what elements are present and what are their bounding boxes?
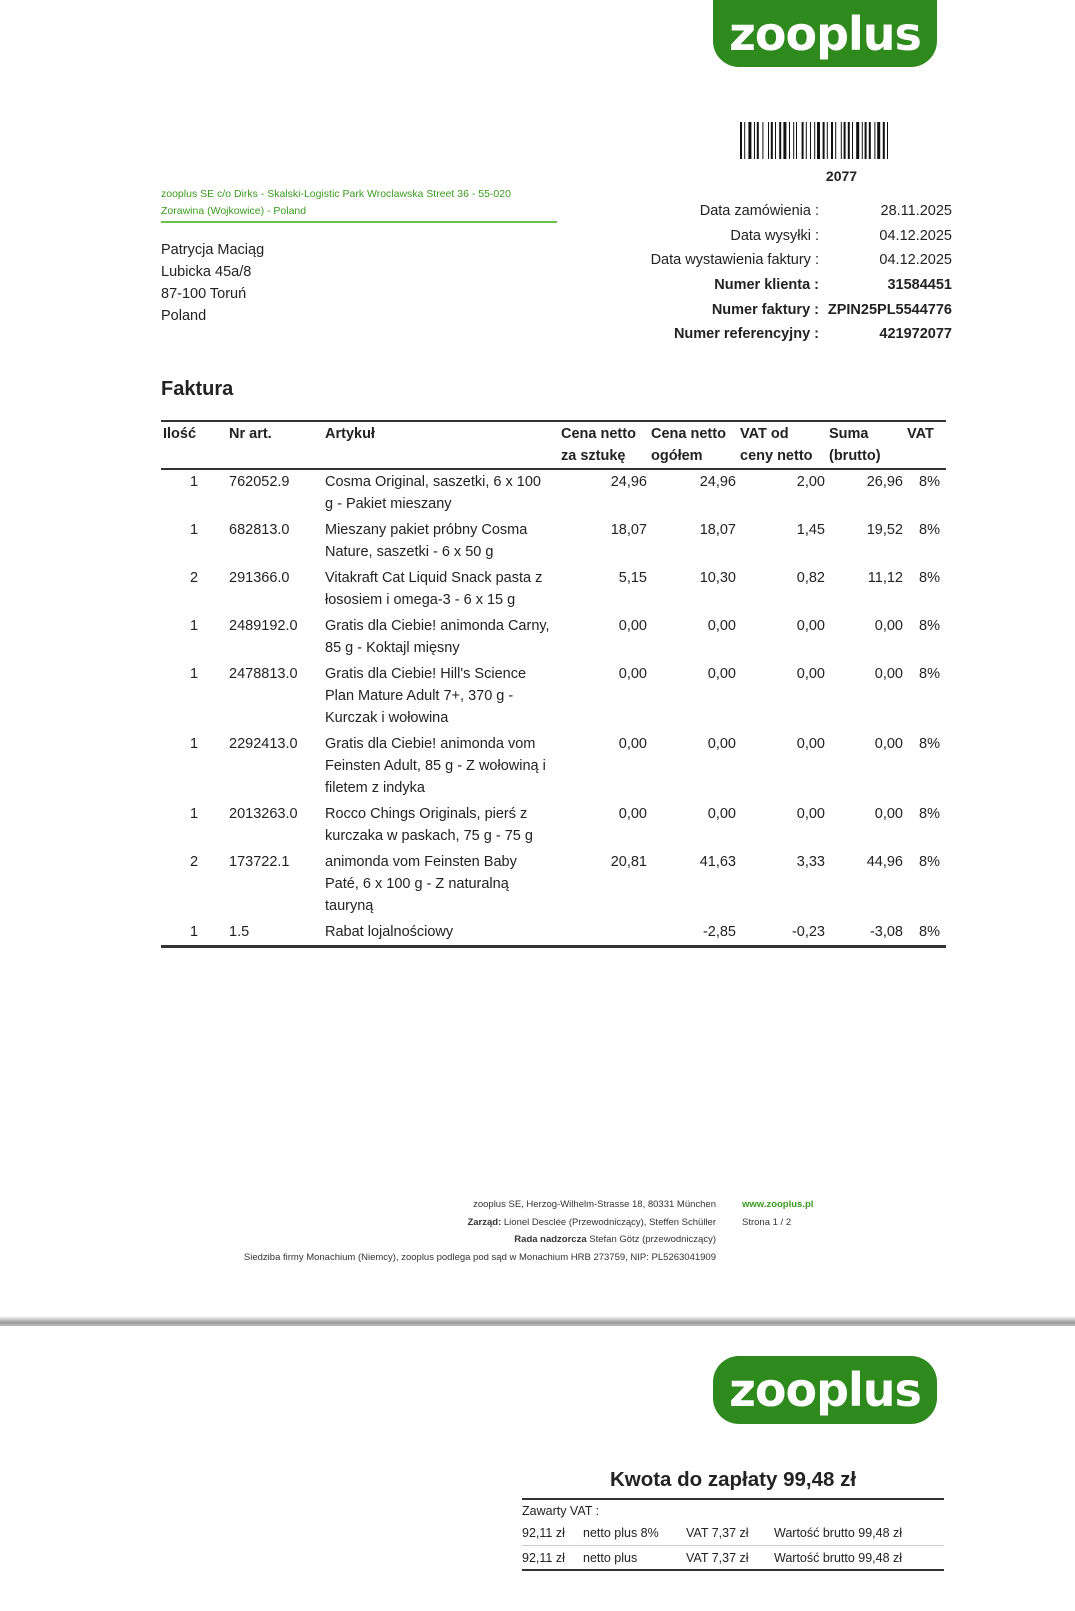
table-header-row — [161, 421, 946, 469]
header-article: Artykuł — [323, 421, 559, 469]
footer-board-label: Zarząd: — [467, 1216, 502, 1228]
cell-article-name: Gratis dla Ciebie! animonda Carny, 85 g - Koktajl mięsny — [325, 618, 550, 656]
table-row — [161, 614, 946, 662]
footer-page-number: Strona 1 / 2 — [742, 1216, 792, 1228]
cell-unit-net: 0,00 — [618, 618, 647, 634]
cell-article-number: 2292413.0 — [229, 736, 298, 752]
header-vat-amount: VAT od ceny netto — [738, 421, 827, 469]
footer-address: zooplus SE, Herzog-Wilhelm-Strasse 18, 80331 München — [473, 1199, 716, 1210]
barcode-bar — [852, 122, 853, 159]
cell-vat-rate: 8% — [919, 666, 940, 682]
table-row — [161, 802, 946, 850]
table-row — [161, 732, 946, 802]
vat-summary — [522, 1498, 944, 1571]
zooplus-logo: zooplus — [713, 0, 937, 67]
cell-vat-amount: 0,00 — [796, 736, 825, 752]
cell-vat-rate: 8% — [919, 570, 940, 586]
cell-vat-rate: 8% — [919, 806, 940, 822]
header-article-number: Nr art. — [227, 421, 323, 469]
barcode-bar — [841, 122, 842, 159]
vat-line-vat: VAT 7,37 zł — [686, 1526, 749, 1540]
recipient-city: 87-100 Toruń — [161, 286, 247, 302]
cell-article-name: Cosma Original, saszetki, 6 x 100 g - Pakiet mieszany — [325, 474, 541, 512]
cell-vat-amount: 1,45 — [796, 522, 825, 538]
cell-gross: 26,96 — [866, 474, 903, 490]
cell-vat-amount: 0,00 — [796, 666, 825, 682]
cell-article-name: Gratis dla Ciebie! animonda vom Feinsten Adult, 85 g - Z wołowiną i filetem z indyka — [325, 736, 546, 796]
cell-total-net: 18,07 — [699, 522, 736, 538]
cell-article-name: Rabat lojalnościowy — [323, 920, 559, 947]
barcode-bar — [856, 122, 859, 159]
barcode-bar — [757, 122, 759, 159]
recipient-country: Poland — [161, 308, 207, 324]
meta-label: Numer faktury : — [711, 301, 819, 318]
barcode-bar — [768, 122, 769, 159]
cell-qty: 1 — [161, 920, 227, 947]
barcode-bar — [810, 122, 811, 159]
cell-unit-net: 18,07 — [610, 522, 647, 538]
barcode-bar — [823, 122, 825, 159]
cell-gross: 0,00 — [874, 666, 903, 682]
meta-row — [600, 224, 952, 249]
cell-article-name: Gratis dla Ciebie! Hill's Science Plan Mature Adult 7+, 370 g - Kurczak i wołowina — [325, 666, 527, 726]
barcode-bar — [814, 122, 815, 159]
document-title: Faktura — [161, 378, 234, 400]
cell-article-number: 173722.1 — [229, 854, 290, 870]
cell-gross: 0,00 — [874, 618, 903, 634]
footer-right — [742, 1196, 862, 1231]
barcode — [740, 122, 943, 159]
barcode-bar — [865, 122, 867, 159]
barcode-bar — [783, 122, 786, 159]
meta-label: Data wystawienia faktury : — [650, 252, 819, 269]
meta-row — [600, 273, 952, 298]
cell-vat-amount: 0,00 — [796, 806, 825, 822]
cell-qty: 1 — [189, 618, 199, 634]
cell-article-name: Vitakraft Cat Liquid Snack pasta z łososiem i omega-3 - 6 x 15 g — [325, 570, 543, 608]
cell-gross: 11,12 — [867, 570, 903, 586]
barcode-bar — [754, 122, 755, 159]
meta-label: Data wysyłki : — [730, 227, 819, 244]
meta-row — [600, 248, 952, 273]
vat-line-label: netto plus — [583, 1550, 638, 1565]
table-row — [161, 662, 946, 732]
sender-address-line: zooplus SE c/o Dirks - Skalski-Logistic Park Wroclawska Street 36 - 55-020 Zorawina (Wojkowice) - Poland — [161, 186, 557, 223]
vat-line-gross: Wartość brutto 99,48 zł — [774, 1526, 903, 1540]
barcode-bar — [771, 122, 773, 159]
invoice-meta — [600, 199, 952, 347]
table-row — [161, 920, 946, 947]
cell-total-net: 0,00 — [707, 806, 736, 822]
cell-unit-net: 0,00 — [618, 666, 647, 682]
recipient-street: Lubicka 45a/8 — [161, 264, 252, 280]
header-total-net: Cena netto ogółem — [649, 421, 738, 469]
cell-qty: 1 — [189, 806, 199, 822]
cell-qty: 2 — [189, 570, 199, 586]
cell-vat-rate: 8% — [919, 522, 940, 538]
cell-unit-net: 24,96 — [610, 474, 647, 490]
meta-row — [600, 297, 952, 322]
barcode-bar — [869, 122, 871, 159]
cell-qty: 2 — [189, 854, 199, 870]
items-body — [161, 469, 946, 947]
footer-supervisory-label: Rada nadzorcza — [514, 1234, 587, 1245]
footer-website-link[interactable]: www.zooplus.pl — [742, 1199, 814, 1210]
cell-unit-net: 20,81 — [610, 854, 647, 870]
footer-board-members: Lionel Desclée (Przewodniczący), Steffen Schüller — [503, 1216, 716, 1228]
header-qty: Ilość — [161, 421, 227, 469]
cell-total-net: 0,00 — [707, 736, 736, 752]
cell-qty: 1 — [189, 522, 199, 538]
cell-article-name: Rocco Chings Originals, pierś z kurczaka w paskach, 75 g - 75 g — [325, 806, 533, 844]
footer-registry: Siedziba firmy Monachium (Niemcy), zooplus podlega pod sąd w Monachium HRB 273759, NIP: PL5263041909 — [243, 1251, 716, 1263]
recipient-name: Patrycja Maciąg — [161, 242, 265, 258]
header-unit-net: Cena netto za sztukę — [559, 421, 649, 469]
barcode-bar — [775, 122, 776, 159]
header-vat-rate: VAT — [905, 421, 946, 469]
barcode-bar — [748, 122, 751, 159]
cell-total-net: -2,85 — [649, 920, 738, 947]
cell-vat-amount: 0,82 — [796, 570, 825, 586]
cell-article-number: 2478813.0 — [229, 666, 298, 682]
barcode-bar — [887, 122, 888, 159]
cell-unit-net: 0,00 — [618, 806, 647, 822]
vat-line-label: netto plus 8% — [583, 1526, 659, 1540]
footer-supervisory-members: Stefan Götz (przewodniczący) — [589, 1234, 716, 1245]
cell-article-number: 682813.0 — [229, 522, 290, 538]
footer-board — [160, 1214, 716, 1232]
cell-total-net: 10,30 — [699, 570, 736, 586]
cell-total-net: 24,96 — [699, 474, 736, 490]
vat-line-gross: Wartość brutto 99,48 zł — [774, 1550, 903, 1565]
cell-vat-amount: 0,00 — [796, 618, 825, 634]
footer-supervisory — [160, 1231, 716, 1249]
barcode-number: 2077 — [825, 168, 858, 184]
cell-gross: 0,00 — [874, 806, 903, 822]
vat-lines — [522, 1521, 944, 1571]
cell-unit-net: 0,00 — [618, 736, 647, 752]
meta-label: Data zamówienia : — [699, 203, 819, 220]
barcode-bar — [831, 122, 833, 159]
barcode-bar — [762, 122, 763, 159]
meta-label: Numer referencyjny : — [673, 326, 819, 343]
cell-total-net: 0,00 — [707, 618, 736, 634]
barcode-bar — [740, 122, 742, 159]
barcode-bar — [883, 122, 885, 159]
zooplus-logo: zooplus — [713, 1356, 937, 1424]
barcode-bar — [862, 122, 863, 159]
items-table — [161, 420, 946, 948]
meta-value: 421972077 — [879, 326, 952, 343]
meta-row — [600, 322, 952, 347]
cell-vat-amount: -0,23 — [738, 920, 827, 947]
barcode-bar — [796, 122, 797, 159]
meta-value: 04.12.2025 — [879, 227, 952, 244]
table-row — [161, 850, 946, 920]
barcode-bar — [806, 122, 807, 159]
header-gross: Suma (brutto) — [827, 421, 905, 469]
cell-vat-amount: 2,00 — [796, 474, 825, 490]
cell-article-name: Mieszany pakiet próbny Cosma Nature, saszetki - 6 x 50 g — [325, 522, 528, 560]
cell-total-net: 41,63 — [699, 854, 736, 870]
recipient-address — [161, 239, 264, 327]
table-row — [161, 566, 946, 614]
cell-article-number: 291366.0 — [229, 570, 290, 586]
barcode-bar — [844, 122, 846, 159]
barcode-bar — [744, 122, 745, 159]
amount-due: Kwota do zapłaty 99,48 zł — [609, 1468, 857, 1491]
meta-value: 31584451 — [887, 277, 952, 294]
cell-qty: 1 — [189, 666, 199, 682]
barcode-bar — [874, 122, 875, 159]
invoice-page-2 — [0, 1326, 1075, 1611]
cell-article-number: 762052.9 — [229, 474, 290, 490]
barcode-bar — [817, 122, 820, 159]
cell-qty: 1 — [189, 474, 199, 490]
cell-article-name: animonda vom Feinsten Baby Paté, 6 x 100 g - Z naturalną tauryną — [325, 854, 517, 914]
vat-line-net: 92,11 zł — [522, 1550, 565, 1565]
cell-gross: 0,00 — [874, 736, 903, 752]
cell-vat-rate: 8% — [905, 920, 946, 947]
cell-article-number: 2489192.0 — [229, 618, 298, 634]
barcode-bar — [877, 122, 880, 159]
barcode-bar — [793, 122, 794, 159]
barcode-bar — [848, 122, 850, 159]
cell-vat-rate: 8% — [919, 854, 940, 870]
meta-value: 28.11.2025 — [880, 203, 952, 220]
meta-row — [600, 199, 952, 224]
barcode-bar — [779, 122, 781, 159]
cell-vat-rate: 8% — [919, 618, 940, 634]
vat-line — [522, 1521, 944, 1546]
cell-qty: 1 — [189, 736, 199, 752]
barcode-bar — [789, 122, 790, 159]
vat-line-net: 92,11 zł — [522, 1526, 565, 1540]
cell-unit-net: 5,15 — [618, 570, 647, 586]
cell-gross: 19,52 — [866, 522, 903, 538]
cell-total-net: 0,00 — [707, 666, 736, 682]
footer-company-info — [160, 1196, 716, 1266]
table-row — [161, 518, 946, 566]
barcode-bar — [802, 122, 804, 159]
cell-vat-rate: 8% — [919, 736, 940, 752]
vat-line-vat: VAT 7,37 zł — [686, 1550, 749, 1565]
cell-gross: -3,08 — [827, 920, 905, 947]
meta-label: Numer klienta : — [714, 277, 819, 294]
barcode-bar — [835, 122, 836, 159]
barcode-bar — [827, 122, 828, 159]
cell-article-number: 2013263.0 — [229, 806, 298, 822]
vat-included-label: Zawarty VAT : — [522, 1498, 944, 1521]
cell-vat-rate: 8% — [919, 474, 940, 490]
table-row — [161, 469, 946, 518]
meta-value: 04.12.2025 — [879, 252, 952, 269]
cell-article-number: 1.5 — [227, 920, 323, 947]
cell-vat-amount: 3,33 — [796, 854, 825, 870]
vat-line — [522, 1546, 944, 1571]
meta-value: ZPIN25PL5544776 — [827, 301, 952, 318]
cell-unit-net — [559, 920, 649, 947]
cell-gross: 44,96 — [866, 854, 903, 870]
